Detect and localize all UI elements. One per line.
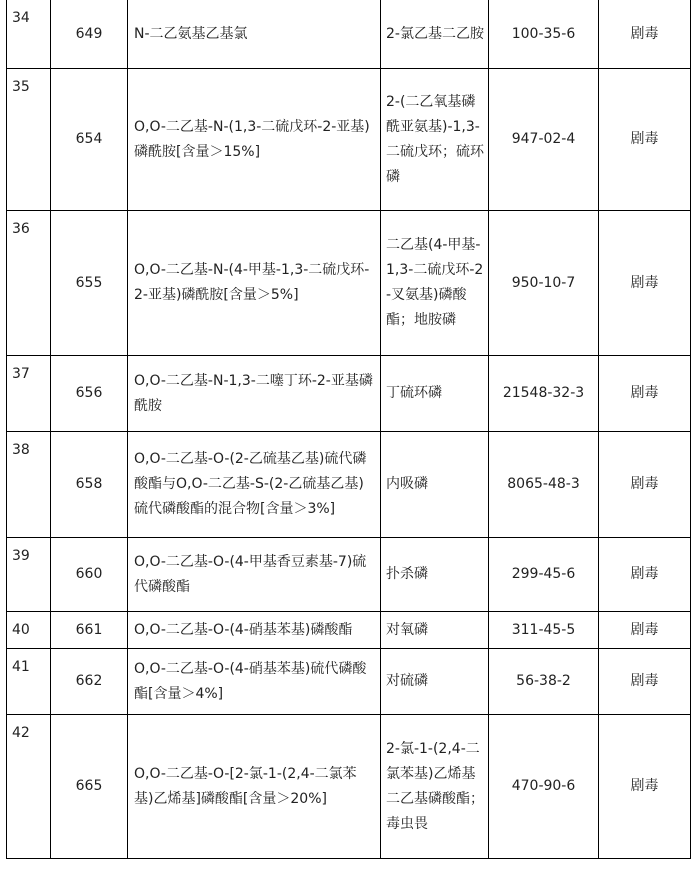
remark: 剧毒 (599, 211, 691, 356)
row-number: 37 (7, 356, 51, 432)
table-row (7, 612, 691, 649)
chemical-name: O,O-二乙基-O-(2-乙硫基乙基)硫代磷酸酯与O,O-二乙基-S-(2-乙硫基乙基)硫代磷酸酯的混合物[含量＞3%] (128, 432, 381, 538)
catalog-code: 655 (51, 211, 128, 356)
cas-number: 470-90-6 (489, 715, 599, 859)
row-number: 34 (7, 0, 51, 69)
chemical-alias: 2-氯乙基二乙胺 (381, 0, 489, 69)
catalog-code: 662 (51, 649, 128, 715)
catalog-code: 665 (51, 715, 128, 859)
remark: 剧毒 (599, 432, 691, 538)
chemical-alias: 2-(二乙氧基磷酰亚氨基)-1,3-二硫戊环；硫环磷 (381, 69, 489, 211)
catalog-code: 649 (51, 0, 128, 69)
chemical-alias: 对硫磷 (381, 649, 489, 715)
row-number: 42 (7, 715, 51, 859)
chemical-name: O,O-二乙基-N-1,3-二噻丁环-2-亚基磷酰胺 (128, 356, 381, 432)
chemical-name: O,O-二乙基-N-(4-甲基-1,3-二硫戊环-2-亚基)磷酰胺[含量＞5%] (128, 211, 381, 356)
cas-number: 21548-32-3 (489, 356, 599, 432)
cas-number: 56-38-2 (489, 649, 599, 715)
row-number: 39 (7, 538, 51, 612)
chemical-name: N-二乙氨基乙基氯 (128, 0, 381, 69)
table-row (7, 0, 691, 69)
catalog-code: 656 (51, 356, 128, 432)
chemical-name: O,O-二乙基-O-(4-硝基苯基)磷酸酯 (128, 612, 381, 649)
chemical-alias: 丁硫环磷 (381, 356, 489, 432)
chemical-name: O,O-二乙基-O-[2-氯-1-(2,4-二氯苯基)乙烯基]磷酸酯[含量＞20%] (128, 715, 381, 859)
table-row (7, 69, 691, 211)
remark: 剧毒 (599, 356, 691, 432)
cas-number: 100-35-6 (489, 0, 599, 69)
remark: 剧毒 (599, 649, 691, 715)
table-row (7, 432, 691, 538)
row-number: 38 (7, 432, 51, 538)
remark: 剧毒 (599, 715, 691, 859)
remark: 剧毒 (599, 612, 691, 649)
row-number: 36 (7, 211, 51, 356)
hazardous-chemicals-table (6, 0, 691, 859)
chemical-name: O,O-二乙基-O-(4-甲基香豆素基-7)硫代磷酸酯 (128, 538, 381, 612)
remark: 剧毒 (599, 69, 691, 211)
catalog-code: 660 (51, 538, 128, 612)
chemical-alias: 对氧磷 (381, 612, 489, 649)
row-number: 41 (7, 649, 51, 715)
table-row (7, 649, 691, 715)
chemical-alias: 2-氯-1-(2,4-二氯苯基)乙烯基二乙基磷酸酯；毒虫畏 (381, 715, 489, 859)
catalog-code: 654 (51, 69, 128, 211)
remark: 剧毒 (599, 538, 691, 612)
remark: 剧毒 (599, 0, 691, 69)
chemical-name: O,O-二乙基-O-(4-硝基苯基)硫代磷酸酯[含量＞4%] (128, 649, 381, 715)
cas-number: 950-10-7 (489, 211, 599, 356)
table-row (7, 715, 691, 859)
chemical-name: O,O-二乙基-N-(1,3-二硫戊环-2-亚基)磷酰胺[含量＞15%] (128, 69, 381, 211)
chemical-alias: 内吸磷 (381, 432, 489, 538)
catalog-code: 661 (51, 612, 128, 649)
table-row (7, 356, 691, 432)
cas-number: 311-45-5 (489, 612, 599, 649)
table-row (7, 211, 691, 356)
row-number: 40 (7, 612, 51, 649)
chemical-alias: 扑杀磷 (381, 538, 489, 612)
table-row (7, 538, 691, 612)
row-number: 35 (7, 69, 51, 211)
catalog-code: 658 (51, 432, 128, 538)
chemical-alias: 二乙基(4-甲基-1,3-二硫戊环-2-叉氨基)磷酸酯；地胺磷 (381, 211, 489, 356)
cas-number: 8065-48-3 (489, 432, 599, 538)
cas-number: 299-45-6 (489, 538, 599, 612)
cas-number: 947-02-4 (489, 69, 599, 211)
